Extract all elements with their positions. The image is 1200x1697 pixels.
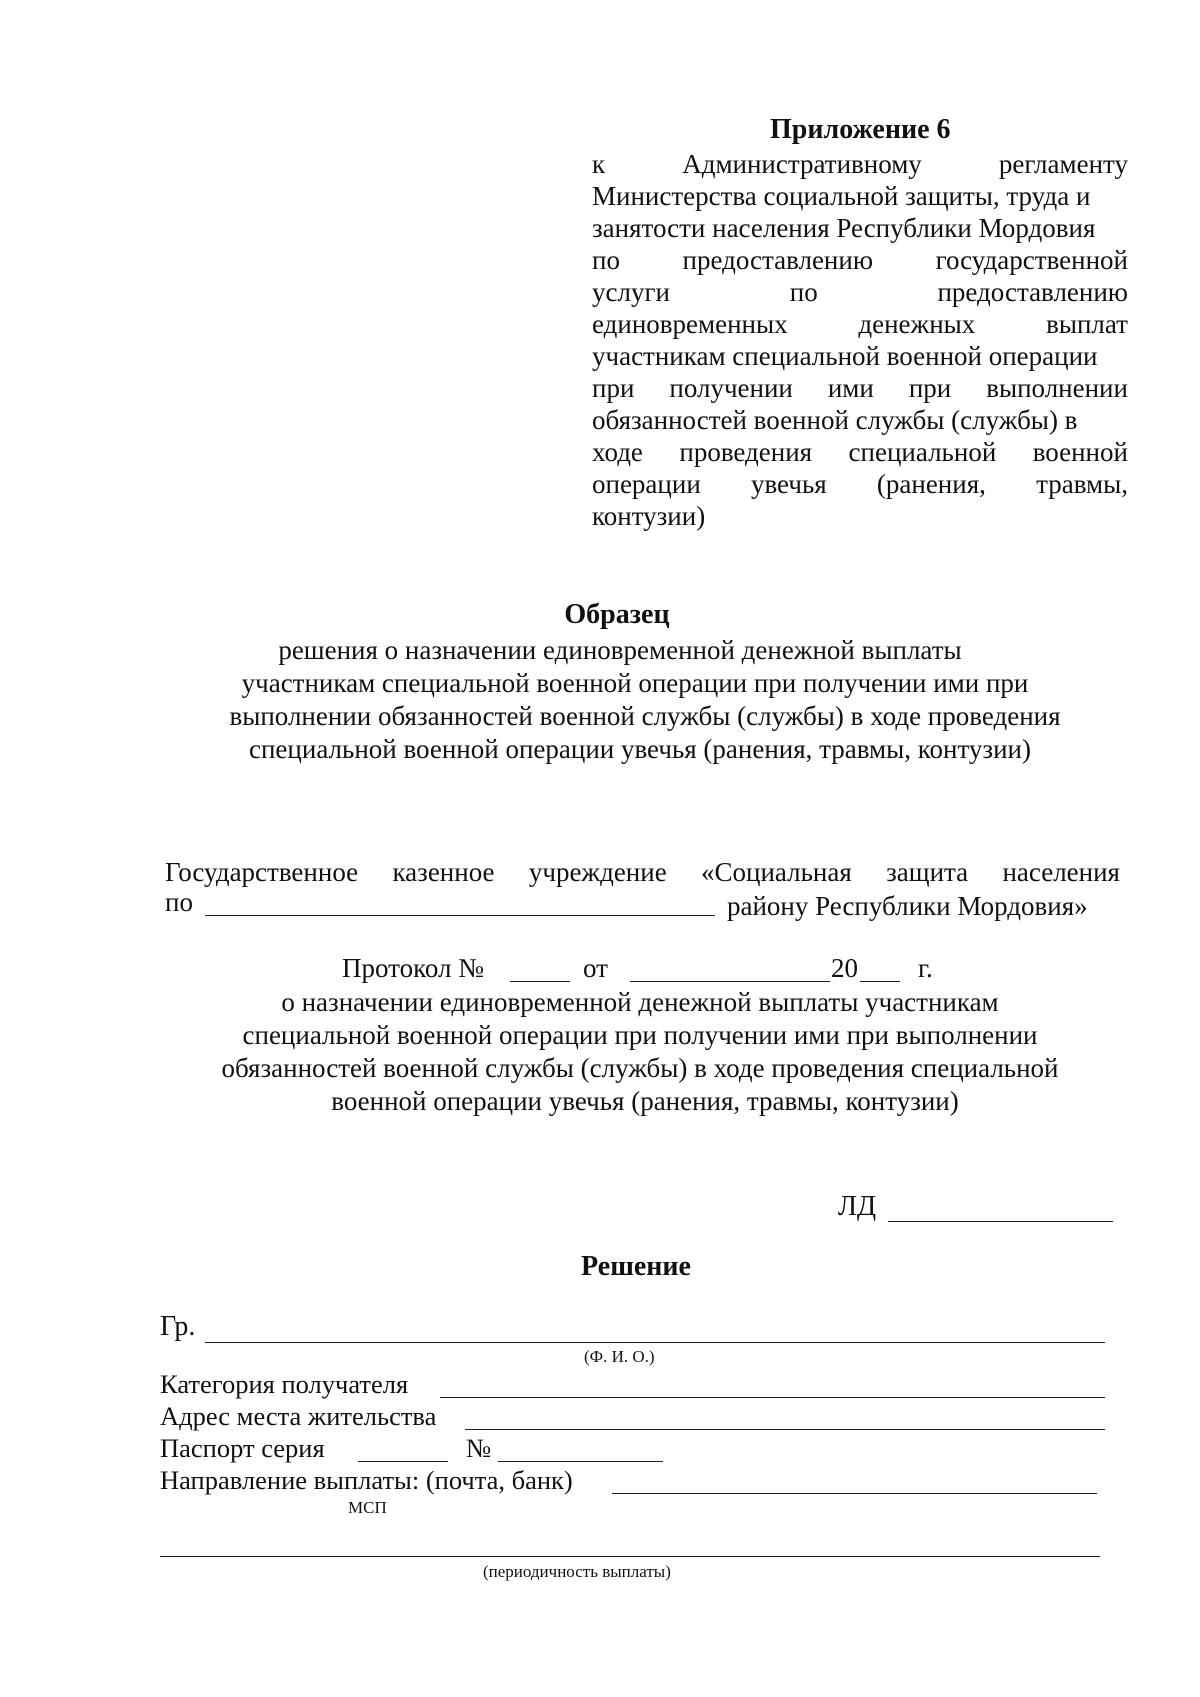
appendix-word: денежных [858, 309, 976, 339]
appendix-word: при [908, 373, 952, 403]
institution-word: «Социальная [701, 857, 852, 887]
institution-line-1 [165, 856, 1120, 888]
payment-line [612, 1493, 1097, 1494]
protocol-number-line [510, 981, 570, 982]
passport-series-line [358, 1461, 448, 1462]
appendix-word: участникам специальной военной операции [592, 341, 1098, 371]
sample-line-3: выполнении обязанностей военной службы (службы) в ходе проведения [229, 701, 1061, 731]
appendix-word: операции [592, 469, 701, 499]
appendix-word: при [592, 373, 635, 403]
appendix-word: ими [827, 373, 874, 403]
appendix-line [592, 148, 1128, 180]
appendix-word: услуги [592, 277, 670, 307]
periodicity-caption: (периодичность выплаты) [483, 1562, 671, 1581]
appendix-word: ходе [592, 437, 643, 467]
protocol-year-suffix: г. [918, 953, 933, 983]
fio-caption: (Ф. И. О.) [584, 1347, 655, 1366]
protocol-year-line [860, 981, 900, 982]
appendix-line [592, 340, 1098, 372]
sample-line-2: участникам специальной военной операции при получении ими при [241, 668, 1029, 698]
passport-number-line [498, 1461, 663, 1462]
appendix-line [592, 468, 1128, 500]
address-line [465, 1429, 1105, 1430]
appendix-word: единовременных [592, 309, 788, 339]
protocol-label: Протокол № [342, 953, 484, 983]
appendix-word: предоставлению [682, 245, 874, 275]
category-line [440, 1397, 1105, 1398]
citizen-label: Гр. [160, 1311, 196, 1342]
appendix-line [592, 308, 1128, 340]
passport-number-sign: № [466, 1433, 492, 1463]
periodicity-line [160, 1556, 1100, 1557]
appendix-word: по [592, 245, 620, 275]
msp-caption: МСП [348, 1498, 387, 1517]
protocol-line-1: о назначении единовременной денежной выплаты участникам [281, 987, 999, 1017]
appendix-word: занятости населения Республики Мордовия [592, 213, 1096, 243]
appendix-word: контузии) [592, 501, 706, 531]
appendix-word: предоставлению [937, 277, 1128, 307]
appendix-line [592, 436, 1128, 468]
appendix-line [592, 500, 705, 532]
sample-title: Образец [564, 599, 670, 630]
appendix-line [592, 244, 1128, 276]
passport-label: Паспорт серия [160, 1433, 325, 1463]
appendix-line [592, 404, 1077, 436]
institution-word: казенное [392, 857, 495, 887]
appendix-line [592, 212, 1095, 244]
protocol-line-4: военной операции увечья (ранения, травмы, контузии) [331, 1086, 959, 1116]
decision-title: Решение [581, 1251, 691, 1282]
appendix-word: специальной [848, 437, 997, 467]
sample-line-4: специальной военной операции увечья (ранения, травмы, контузии) [249, 734, 1031, 764]
protocol-from-label: от [583, 953, 608, 983]
appendix-word: получении [669, 373, 793, 403]
appendix-word: по [789, 277, 818, 307]
appendix-word: обязанностей военной службы (службы) в [592, 405, 1078, 435]
appendix-word: к [592, 149, 606, 179]
appendix-word: государственной [935, 245, 1128, 275]
protocol-line-2: специальной военной операции при получении ими при выполнении [242, 1020, 1038, 1050]
appendix-word: (ранения, [876, 469, 986, 499]
appendix-line [592, 372, 1128, 404]
ld-number-line [888, 1221, 1113, 1222]
address-label: Адрес места жительства [160, 1401, 437, 1431]
appendix-word: выполнении [986, 373, 1128, 403]
district-blank-line [205, 915, 715, 916]
institution-word: учреждение [528, 857, 667, 887]
sample-line-1: решения о назначении единовременной денежной выплаты [278, 635, 962, 665]
institution-suffix: району Республики Мордовия» [727, 891, 1088, 921]
appendix-line [592, 276, 1128, 308]
payment-label: Направление выплаты: (почта, банк) [160, 1465, 573, 1495]
appendix-word: регламенту [998, 149, 1128, 179]
ld-label: ЛД [838, 1191, 877, 1222]
fio-line [205, 1342, 1105, 1343]
category-label: Категория получателя [160, 1369, 409, 1399]
appendix-line [592, 180, 1090, 212]
institution-word: защита [886, 857, 969, 887]
protocol-date-line [630, 981, 830, 982]
appendix-word: увечья [750, 469, 827, 499]
institution-prefix: по [165, 887, 193, 917]
appendix-word: Министерства социальной защиты, труда и [592, 181, 1091, 211]
protocol-year-prefix: 20 [831, 953, 858, 983]
institution-word: населения [1002, 857, 1120, 887]
institution-word: Государственное [165, 857, 359, 887]
appendix-word: военной [1032, 437, 1128, 467]
appendix-title: Приложение 6 [770, 114, 951, 145]
appendix-word: травмы, [1036, 469, 1128, 499]
appendix-word: Административному [682, 149, 922, 179]
protocol-line-3: обязанностей военной службы (службы) в ходе проведения специальной [221, 1053, 1059, 1083]
appendix-word: выплат [1046, 309, 1128, 339]
appendix-word: проведения [679, 437, 813, 467]
